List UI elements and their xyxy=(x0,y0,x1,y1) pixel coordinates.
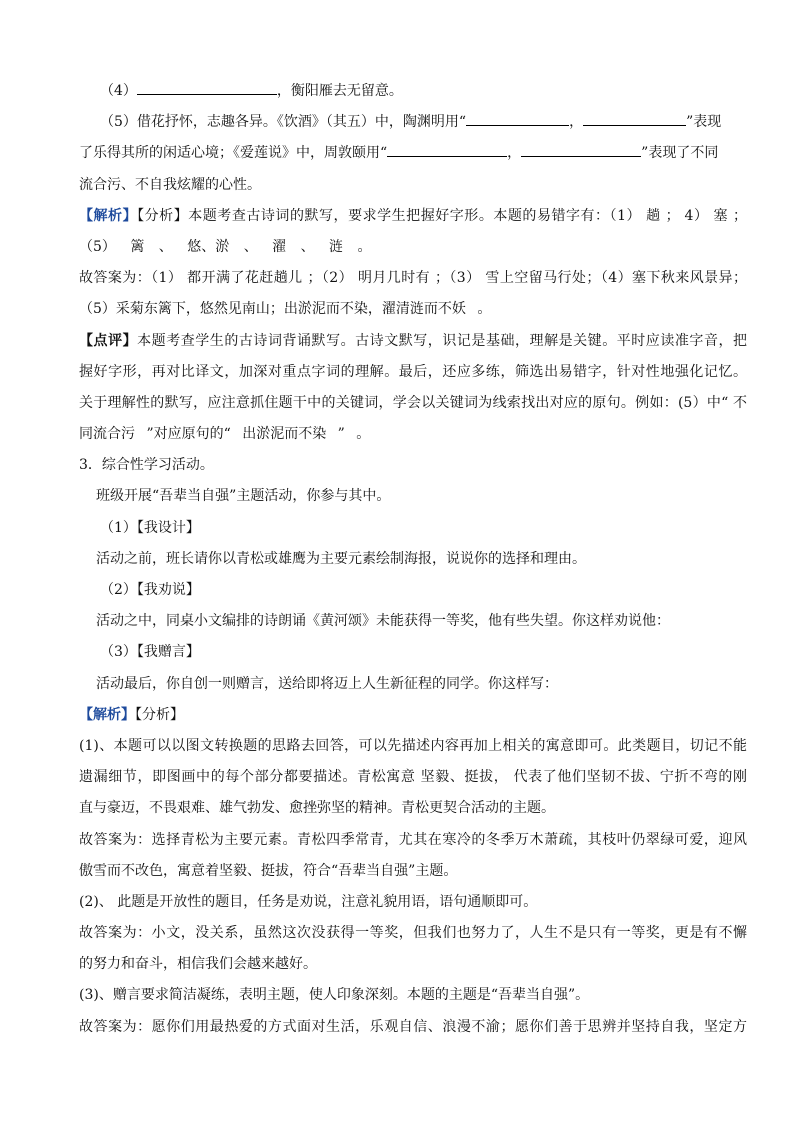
question-3-part-2-label: （2）【我劝说】 xyxy=(100,582,200,598)
analysis-3-line-6: (2)、 此题是开放性的题目，任务是劝说，注意礼貌用语，语句通顺即可。 xyxy=(79,893,538,910)
item-text: ”表现了不同 xyxy=(641,145,719,162)
fill-in-item-5-line-3: 流合污、不自我炫耀的心性。 xyxy=(79,176,261,193)
analysis-3-line-1: (1)、本题可以以图文转换题的思路去回答，可以先描述内容再加上相关的寓意即可。此类题目，切记不能 xyxy=(79,737,747,754)
analysis-3-line-3: 直与豪迈，不畏艰难、雄气勃发、愈挫弥坚的精神。青松更契合活动的主题。 xyxy=(79,800,555,817)
analysis-2-line-1 xyxy=(79,201,747,232)
item-text: ， xyxy=(507,145,522,162)
answer-blank xyxy=(583,113,686,126)
item-text: ”表现 xyxy=(686,114,722,131)
question-3-intro: 班级开展“吾辈当自强”主题活动，你参与其中。 xyxy=(96,488,391,505)
analysis-3-line-4: 故答案为：选择青松为主要元素。青松四季常青，尤其在寒冷的冬季万木萧疏，其枝叶仍翠绿可爱，迎风 xyxy=(79,831,747,848)
comment-text: 本题考查学生的古诗词背诵默写。古诗文默写，识记是基础，理解是关键。平时应读准字音，把 xyxy=(137,332,748,349)
analysis-subtag: 【分析】 xyxy=(135,706,184,723)
analysis-tag: 【解析】 xyxy=(79,706,135,723)
comment-2-line-2: 握好字形，再对比译文，加深对重点字词的理解。最后，还应多练，筛选出易错字，针对性地强化记忆。 xyxy=(79,363,747,380)
comment-2-line-1 xyxy=(79,326,747,357)
question-3-part-1-label: （1）【我设计】 xyxy=(100,519,200,536)
comment-2-line-3: 关于理解性的默写，应注意抓住题干中的关键词，学会以关键词为线索找出对应的原句。例如：(5）中“ 不 xyxy=(79,394,747,411)
item-number: （4） xyxy=(100,83,137,99)
analysis-2-answer-line-2: （5）采菊东篱下，悠然见南山；出淤泥而不染，濯清涟而不妖 。 xyxy=(79,301,492,318)
question-3-title: 3．综合性学习活动。 xyxy=(79,457,214,474)
question-3-part-3-label: （3）【我赠言】 xyxy=(100,644,200,661)
item-text: ，衡阳雁去无留意。 xyxy=(276,83,403,99)
analysis-tag: 【解析】 xyxy=(79,207,138,224)
fill-in-item-5-line-2 xyxy=(79,138,747,169)
analysis-3-line-5: 傲雪而不改色，寓意着坚毅、挺拔，符合“吾辈当自强”主题。 xyxy=(79,862,458,879)
fill-in-item-5-line-1 xyxy=(79,107,747,138)
analysis-3-line-9: (3)、赠言要求简洁凝练，表明主题，使人印象深刻。本题的主题是“吾辈当自强”。 xyxy=(79,987,590,1004)
analysis-3-line-8: 的努力和奋斗，相信我们会越来越好。 xyxy=(79,956,317,973)
analysis-text: 本题考查古诗词的默写，要求学生把握好字形。本题的易错字有：（1） 趟 ； 4） 塞 ； xyxy=(188,207,748,224)
item-text: ， xyxy=(569,114,584,131)
analysis-3-line-7: 故答案为：小文，没关系，虽然这次没获得一等奖，但我们也努力了，人生不是只有一等奖，更是有不懈 xyxy=(79,925,747,942)
answer-blank xyxy=(466,113,569,126)
analysis-subtag: 【分析】 xyxy=(137,207,189,224)
comment-2-line-4: 同流合污 ”对应原句的“ 出淤泥而不染 ” 。 xyxy=(79,426,371,443)
fill-in-item-4 xyxy=(79,76,747,107)
comment-tag: 【点评】 xyxy=(79,332,138,349)
question-3-part-3-prompt: 活动最后，你自创一则赠言，送给即将迈上人生新征程的同学。你这样写： xyxy=(96,675,558,692)
answer-blank xyxy=(521,144,641,157)
analysis-2-line-2: （5） 篱 、 悠、淤 、 濯 、 涟 。 xyxy=(79,238,372,255)
item-text: （5）借花抒怀，志趣各异。《饮酒》（其五）中，陶渊明用“ xyxy=(100,114,467,131)
analysis-3-line-10: 故答案为：愿你们用最热爱的方式面对生活，乐观自信、浪漫不渝；愿你们善于思辨并坚持自我，坚定方 xyxy=(79,1018,747,1035)
document-page xyxy=(79,76,747,1043)
analysis-2-answer-line-1: 故答案为：（1） 都开满了花赶趟儿 ；（2） 明月几时有 ；（3） 雪上空留马行处；（4）塞下秋来风景异； xyxy=(79,270,747,287)
answer-blank xyxy=(387,144,507,157)
question-3-part-2-prompt: 活动之中，同桌小文编排的诗朗诵《黄河颂》未能获得一等奖，他有些失望。你这样劝说他： xyxy=(96,613,670,630)
question-3-part-1-prompt: 活动之前，班长请你以青松或雄鹰为主要元素绘制海报，说说你的选择和理由。 xyxy=(96,550,586,567)
answer-blank xyxy=(137,82,277,95)
item-text: 了乐得其所的闲适心境；《爱莲说》中，周敦颐用“ xyxy=(79,145,388,162)
analysis-3-line-2: 遗漏细节，即图画中的每个部分都要描述。青松寓意 坚毅、挺拔， 代表了他们坚韧不拔、宁折不弯的刚 xyxy=(79,769,747,786)
analysis-3-header xyxy=(79,700,747,731)
